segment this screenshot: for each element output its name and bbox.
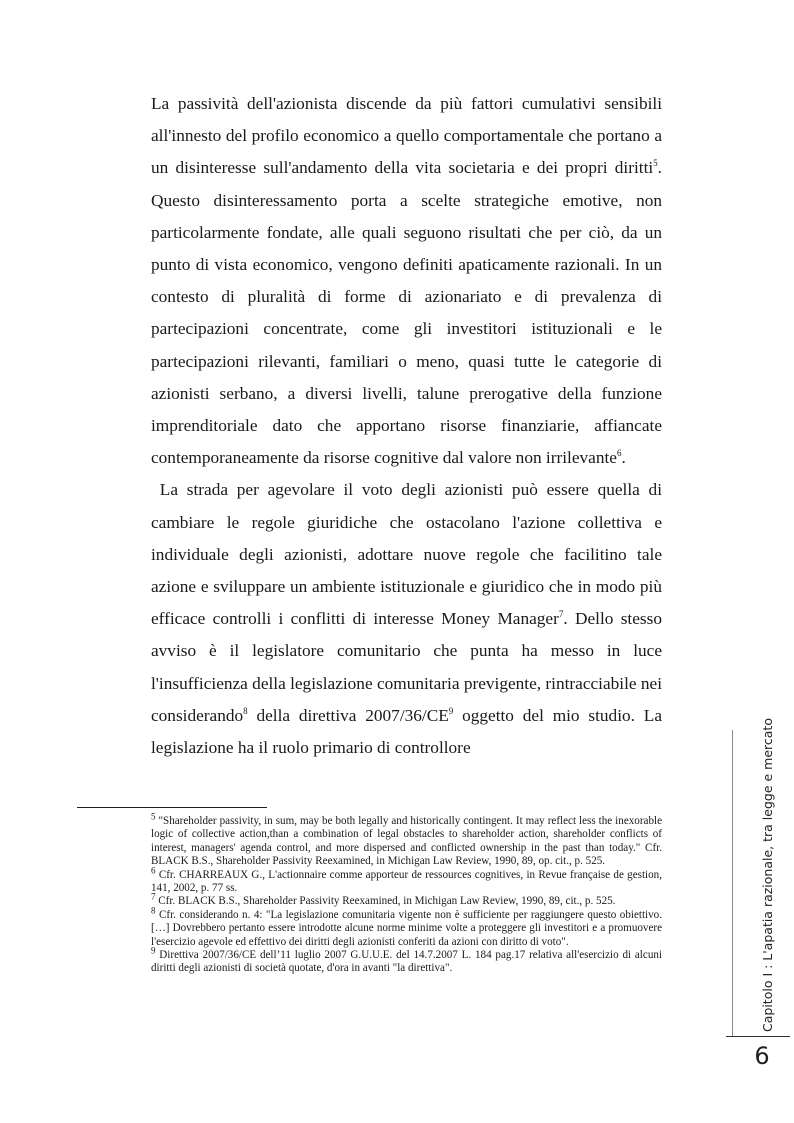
margin-vertical-rule xyxy=(732,730,733,1036)
footnotes xyxy=(151,811,663,976)
paragraph-2: La strada per agevolare il voto degli azionisti può essere quella di cambiare le regole giuridiche che ostacolano l'azione collettiva e individuale degli azionisti, adottare nuove regole che facilitino tale azione e sviluppare un ambiente istituzionale e giuridico che in modo più efficace controlli i conflitti di interesse Money Manager$^7$. Dello stesso avviso è il legislatore comunitario che punta ha messo in luce l'insufficienza della legislazione comunitaria previgente, rintracciabile nei considerando$^8$ della direttiva $2007/36/CE^9$ oggetto del mio studio. La legislazione ha il ruolo primario di controllore xyxy=(151,480,663,758)
paragraph-1: La passività dell'azionista discende da più fattori cumulativi sensibili all'innesto del profilo economico a quello comportamentale che portano a un disinteresse sull'andamento della vita societaria e dei propri diritti$^5$. Questo disinteressamento porta a scelte strategiche emotive, non particolarmente fondate, alle quali seguono risultati che per ciò, da un punto di vista economico, vengono definiti apaticamente razionali. In un contesto di pluralità di forme di azionariato e di prevalenza di partecipazioni concentrate, come gli investitori istituzionali e le partecipazioni rilevanti, familiari o meno, quasi tutte le categorie di azionisti serbano, a diversi livelli, talune prerogative della funzione imprenditoriale dato che apportano risorse finanziarie, affiancate contemporaneamente da risorse cognitive dal valore non irrilevante$^6$. xyxy=(151,94,662,468)
footnote-8: $^8$ Cfr. considerando n. 4: "La legislazione comunitaria vigente non è sufficiente per raggiungere questo obiettivo. […] Dovrebbero pertanto essere introdotte alcune norme minime volte a proteggere gli investitori e a promuovere l'esercizio agevole ed effettivo dei diritti degli azionisti conferiti da azioni con diritto di voto". xyxy=(151,905,662,948)
page-number-rule xyxy=(726,1036,790,1037)
footnote-6: $^6$ Cfr. CHARREAUX G., L'actionnaire comme apporteur de ressources cognitives, in Revue française de gestion, 141, 2002, p. 77 ss. xyxy=(151,864,662,895)
footnote-divider xyxy=(77,807,267,808)
footnote-ref-7[interactable]: 7 xyxy=(558,609,564,620)
footnote-ref-6[interactable]: 6 xyxy=(616,448,622,459)
footnote-ref-9[interactable]: 9 xyxy=(448,706,454,717)
footnote-ref-8[interactable]: 8 xyxy=(243,706,248,717)
page-number: 6 xyxy=(754,1042,770,1070)
footnote-7: $^7$ Cfr. BLACK B.S., Shareholder Passivity Reexamined, in Michigan Law Review, 1990, 89, cit., p. 525. xyxy=(151,891,616,908)
footnote-ref-5[interactable]: 5 xyxy=(653,158,658,169)
running-title: Capitolo I : L'apatia razionale, tra legge e mercato xyxy=(760,718,775,1032)
footnote-5: $^5$ "Shareholder passivity, in sum, may be both legally and historically contingent. It may reflect less the inexorable logic of collective action,than a combination of legal obstacles to shareholder action, shareholder conflicts of interest, managers' agenda control, and more dispersed and conflicted ownership in the past than today." Cfr. BLACK B.S., Shareholder Passivity Reexamined, in Michigan Law Review, 1990, 89, op. cit., p. 525. xyxy=(151,811,663,868)
footnote-9: $^9$ Direttiva 2007/36/CE dell’11 luglio 2007 G.U.U.E. del 14.7.2007 L. 184 pag.17 relativa all'esercizio di alcuni diritti degli azionisti di società quotate, d'ora in avanti "la direttiva". xyxy=(151,945,662,975)
body-text xyxy=(151,88,662,764)
